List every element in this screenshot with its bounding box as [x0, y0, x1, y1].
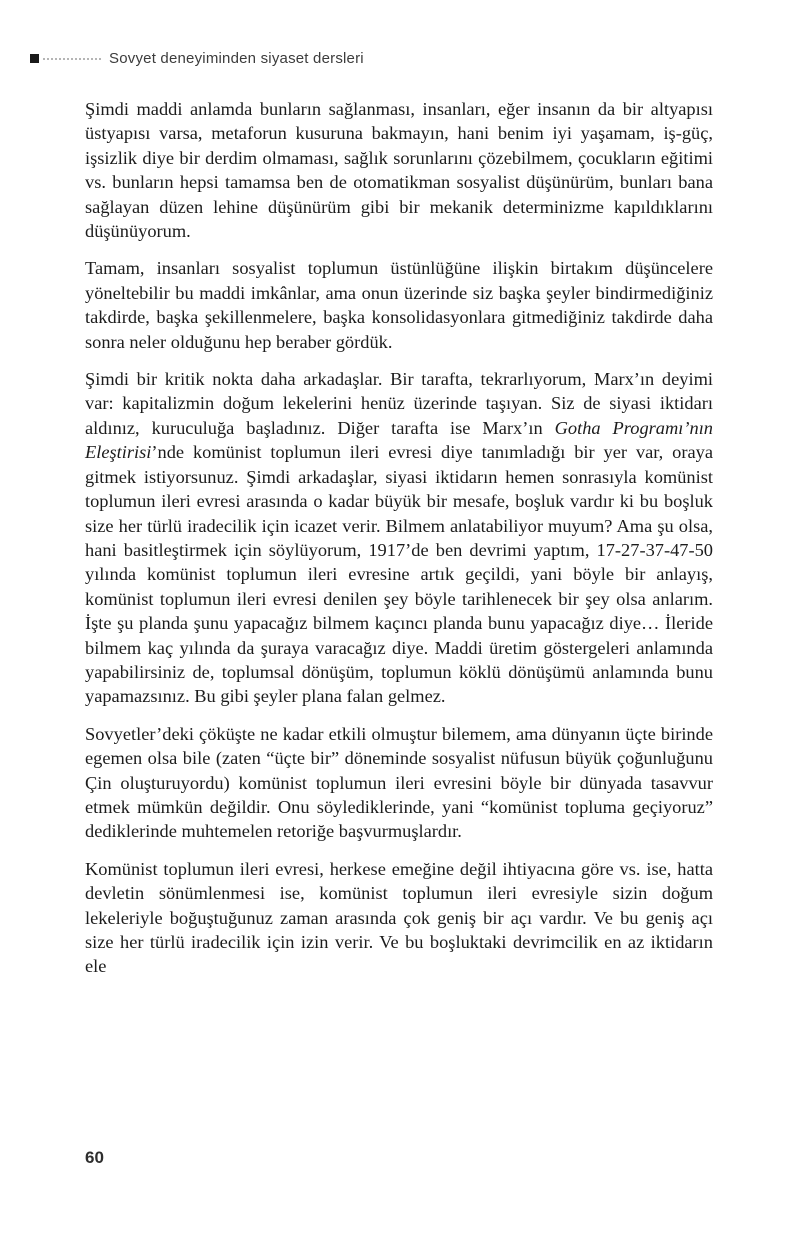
paragraph-1: Şimdi maddi anlamda bunların sağlanması, insanları, eğer insanın da bir altyapısı üstyapısı varsa, metaforun kusuruna bakmayın, hani benim iyi yaşamam, iş-güç, işsizlik diye bir derdim olmaması, sağlık sorunlarını çözebilmem, çocukların eğitimi vs. bunların hepsi tamamsa ben de otomatikman sosyalist düşünürüm, bunları bana sağlayan düzen lehine düşünürüm gibi bir mekanik determinizme kapıldıklarını düşünüyorum. — [85, 99, 713, 242]
paragraph-4: Sovyetler’deki çöküşte ne kadar etkili olmuştur bilemem, ama dünyanın üçte birinde egemen olsa bile (zaten “üçte bir” döneminde sosyalist nüfusun büyük çoğunluğunu Çin oluşturuyordu) komünist toplumun ileri evresini böyle bir dünyada tasavvur etmek mümkün değildir. Onu söylediklerinde, yani “komünist topluma geçiyoruz” dediklerinde muhtemelen retoriğe başvurmuşlardır. — [85, 723, 713, 842]
running-header-title: Sovyet deneyiminden siyaset dersleri — [109, 50, 364, 67]
paragraph-5: Komünist toplumun ileri evresi, herkese emeğine değil ihtiyacına göre vs. ise, hatta devletin sönümlenmesi ise, komünist toplumun ileri evresiyle sizin doğum lekeleriyle boğuştuğunuz zaman arasında çok geniş bir açı vardır. Ve bu geniş açı size her türlü iradecilik için izin verir. Ve bu boşluktaki devrimcilik en az iktidarın ele — [85, 858, 713, 977]
paragraph-3-text-post: ’nde komünist toplumun ileri evresi diye tanımladığı bir yer var, oraya gitmek istiyorsunuz. Şimdi arkadaşlar, siyasi iktidarın hemen sonrasıyla komünist toplumun ileri evresi arasında o kadar büyük bir mesafe, boşluk vardır ki bu boşluk size her türlü iradecilik için icazet verir. Bilmem anlatabiliyor muyum? Ama şu olsa, hani basitleştirmek için söylüyorum, 1917’de ben devrimi yaptım, 17-27-37-47-50 yılında komünist toplumun ileri evresine artık geçildi, yani böyle bir anlayış, komünist toplumun ileri evresi denilen şey böyle tarihlenecek bir şey olsa anlarım. İşte şu planda şunu yapacağız bilmem kaçıncı planda bunu yapacağız diye… İleride bilmem kaç yılında da şuraya varacağız diye. Maddi üretim göstergeleri anlamında yapabilirsiniz de, toplumsal dönüşüm, toplumun köklü dönüşümü anlamında bunu yapamazsınız. Bu gibi şeyler plana falan gelmez. — [85, 442, 713, 707]
page-footer — [85, 1148, 104, 1168]
section-marker-square-icon — [30, 54, 39, 63]
book-title-italic: Gotha Programı’nın Eleştirisi — [85, 417, 714, 463]
paragraph-3 — [85, 367, 713, 709]
paragraph-2: Tamam, insanları sosyalist toplumun üstünlüğüne ilişkin birtakım düşüncelere yöneltebilir bu maddi imkânlar, ama onun üzerinde siz başka şeyler bindirmediğiniz takdirde, başka şekillenmelere, başka konsolidasyonlara gitmediğiniz takdirde daha sonra neler olduğunu hep beraber gördük. — [85, 258, 713, 352]
running-header — [30, 50, 713, 67]
page-number: 60 — [85, 1148, 104, 1167]
paragraph-3-text-pre: Şimdi bir kritik nokta daha arkadaşlar. Bir tarafta, tekrarlıyorum, Marx’ın deyimi var: kapitalizmin doğum lekelerini henüz üzerinde taşıyan. Siz de siyasi iktidarı aldınız, kuruculuğa başladınız. Diğer tarafta ise Marx’ın — [85, 369, 713, 438]
page-body — [85, 97, 713, 992]
dotted-leader-line — [43, 58, 101, 60]
